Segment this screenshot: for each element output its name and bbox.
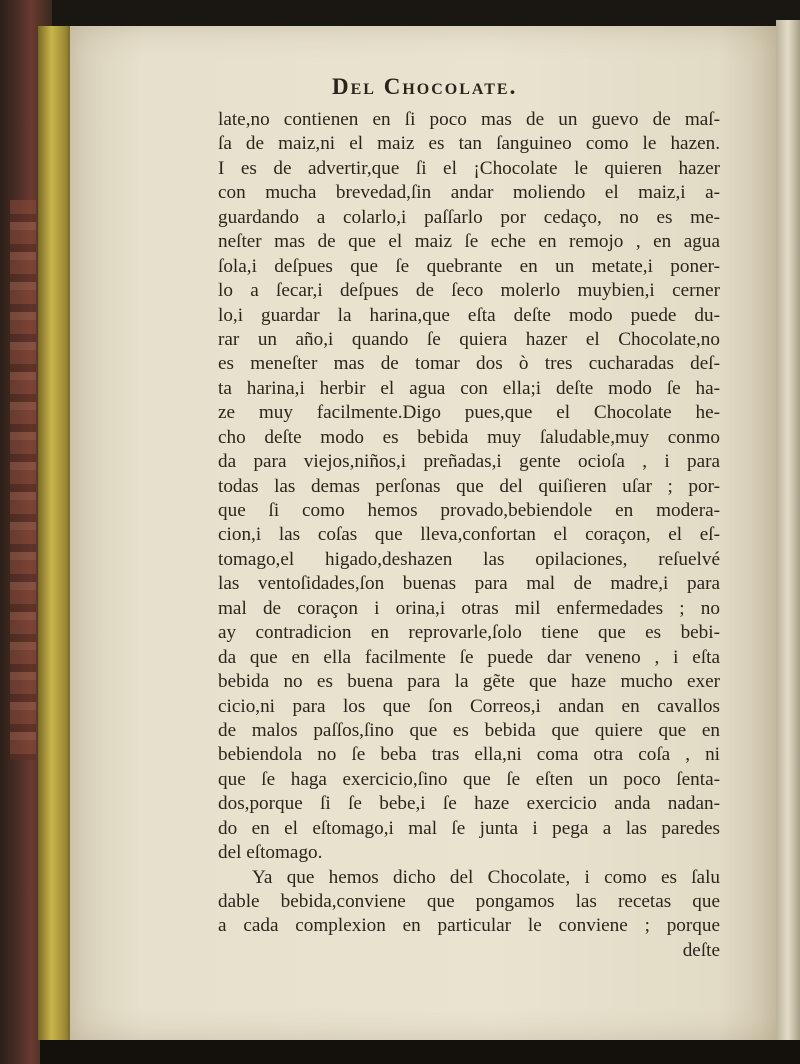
- text-line: da para viejos,niños,i preñadas,i gente ocioſa , i para: [218, 451, 720, 473]
- text-line: ta harina,i herbir el agua con ella;i deſte modo ſe ha-: [218, 377, 720, 399]
- text-line: bebiendola no ſe beba tras ella,ni coma otra coſa , ni: [218, 744, 720, 766]
- text-line: ſa de maiz,ni el maiz es tan ſanguineo como le hazen.: [218, 133, 720, 155]
- text-line: es meneſter mas de tomar dos ò tres cucharadas deſ-: [218, 353, 720, 375]
- text-line: ay contradicion en reprovarle,ſolo tiene que es bebi-: [218, 622, 720, 644]
- text-line: cion,i las coſas que lleva,confortan el coraçon, el eſ-: [218, 524, 720, 546]
- text-line: guardando a colarlo,i paſſarlo por cedaço, no es me-: [218, 206, 720, 228]
- text-line: rar un año,i quando ſe quiera hazer el Chocolate,no: [218, 328, 720, 350]
- text-line: todas las demas perſonas que del quiſieren uſar ; por-: [218, 475, 720, 497]
- text-line: mal de coraçon i orina,i otras mil enfermedades ; no: [218, 597, 720, 619]
- paragraph-start-line: Ya que hemos dicho del Chocolate, i como es ſalu: [252, 866, 720, 888]
- text-line: cho deſte modo es bebida muy ſaludable,muy conmo: [218, 426, 720, 448]
- text-line: I es de advertir,que ſi el ¡Chocolate le quieren hazer: [218, 157, 720, 179]
- text-line: cicio,ni para los que ſon Correos,i andan en cavallos: [218, 695, 720, 717]
- catchword: deſte: [682, 939, 720, 961]
- text-line: ſola,i deſpues que ſe quebrante en un metate,i poner-: [218, 255, 720, 277]
- page-edge-right: [776, 20, 800, 1050]
- text-line: con mucha brevedad,ſin andar moliendo el maiz,i a-: [218, 182, 720, 204]
- text-line: las ventoſidades,ſon buenas para mal de madre,i para: [218, 573, 720, 595]
- text-line: lo a ſecar,i deſpues de ſeco molerlo muybien,i cerner: [218, 280, 720, 302]
- text-line: do en el eſtomago,i mal ſe junta i pega a las paredes: [218, 817, 720, 839]
- gilt-page-edge: [38, 26, 72, 1040]
- text-line: bebida no es buena para la gẽte que haze mucho exer: [218, 671, 720, 693]
- text-line: dos,porque ſi ſe bebe,i ſe haze exercicio anda nadan-: [218, 793, 720, 815]
- text-line: tomago,el higado,deshazen las opilaciones, reſuelvé: [218, 548, 720, 570]
- running-header: Del Chocolate.: [332, 74, 518, 99]
- text-line: ze muy facilmente.Digo pues,que el Chocolate he-: [218, 402, 720, 424]
- text-line: lo,i guardar la harina,que eſta deſte modo puede du-: [218, 304, 720, 326]
- text-line: que ſi como hemos provado,bebiendole en modera-: [218, 500, 720, 521]
- text-line: dable bebida,conviene que pongamos las recetas que: [218, 891, 720, 912]
- page-text: [218, 108, 720, 963]
- bottom-shadow: [40, 1040, 800, 1064]
- text-line: que ſe haga exercicio,ſino que ſe eſten un poco ſenta-: [218, 768, 720, 790]
- text-line: a cada complexion en particular le conviene ; porque: [218, 915, 720, 937]
- text-line: neſter mas de que el maiz ſe eche en remojo , en agua: [218, 231, 720, 253]
- text-line: del eſtomago.: [218, 842, 323, 864]
- text-line: da que en ella facilmente ſe puede dar veneno , i eſta: [218, 646, 720, 668]
- text-line: late,no contienen en ſi poco mas de un guevo de maſ-: [218, 109, 720, 130]
- text-line: de malos paſſos,ſino que es bebida que quiere que en: [218, 719, 720, 741]
